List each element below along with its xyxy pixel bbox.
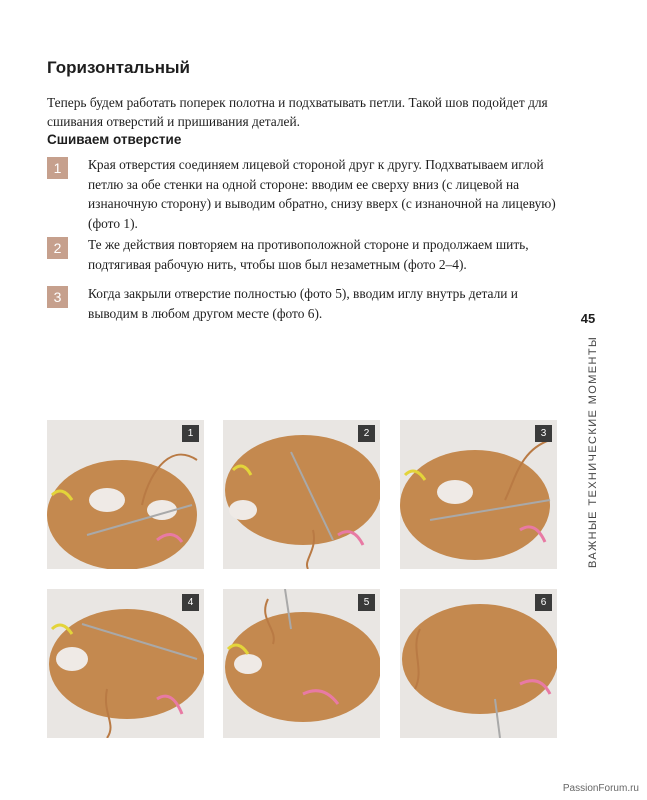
side-title-text: ВАЖНЫЕ ТЕХНИЧЕСКИЕ МОМЕНТЫ: [587, 335, 599, 568]
photo-2: [223, 420, 380, 569]
knitting-photo-illustration: [400, 420, 557, 569]
knitting-photo-illustration: [47, 420, 204, 569]
step-text: Когда закрыли отверстие полностью (фото 5), вводим иглу внутрь детали и выводим в любом другом месте (фото 6).: [88, 286, 518, 321]
step-number: 1: [47, 157, 68, 179]
photo-number: 4: [182, 594, 199, 611]
photo-3: [400, 420, 557, 569]
watermark: PassionForum.ru: [562, 783, 639, 794]
section-title: Горизонтальный: [47, 58, 190, 77]
photo-4: [47, 589, 204, 738]
photo-6: [400, 589, 557, 738]
subsection-title: Сшиваем отверстие: [47, 132, 182, 147]
page-number: 45: [580, 311, 596, 326]
knitting-photo-illustration: [223, 420, 380, 569]
knitting-photo-illustration: [223, 589, 380, 738]
intro-paragraph: Теперь будем работать поперек полотна и подхватывать петли. Такой шов подойдет для сшивания отверстий и пришивания деталей.: [47, 95, 548, 129]
step-number: 2: [47, 237, 68, 259]
knitting-photo-illustration: [400, 589, 557, 738]
photo-number: 1: [182, 425, 199, 442]
side-section-title: [587, 335, 599, 568]
photo-1: [47, 420, 204, 569]
photo-5: [223, 589, 380, 738]
step-text: Те же действия повторяем на противоположной стороне и продолжаем шить, подтягивая рабочую нить, чтобы шов был незаметным (фото 2–4).: [88, 237, 529, 272]
knitting-photo-illustration: [47, 589, 204, 738]
photo-number: 3: [535, 425, 552, 442]
step-text: Края отверстия соединяем лицевой стороной друг к другу. Подхватываем иглой петлю за обе стенки на одной стороне: вводим ее сверху вниз (с лицевой на изнаночную сторону) и выводим обратно, снизу вверх (с изнаночной на лицевую) (фото 1).: [88, 157, 556, 231]
photo-number: 5: [358, 594, 375, 611]
photo-number: 2: [358, 425, 375, 442]
step-number: 3: [47, 286, 68, 308]
photo-number: 6: [535, 594, 552, 611]
